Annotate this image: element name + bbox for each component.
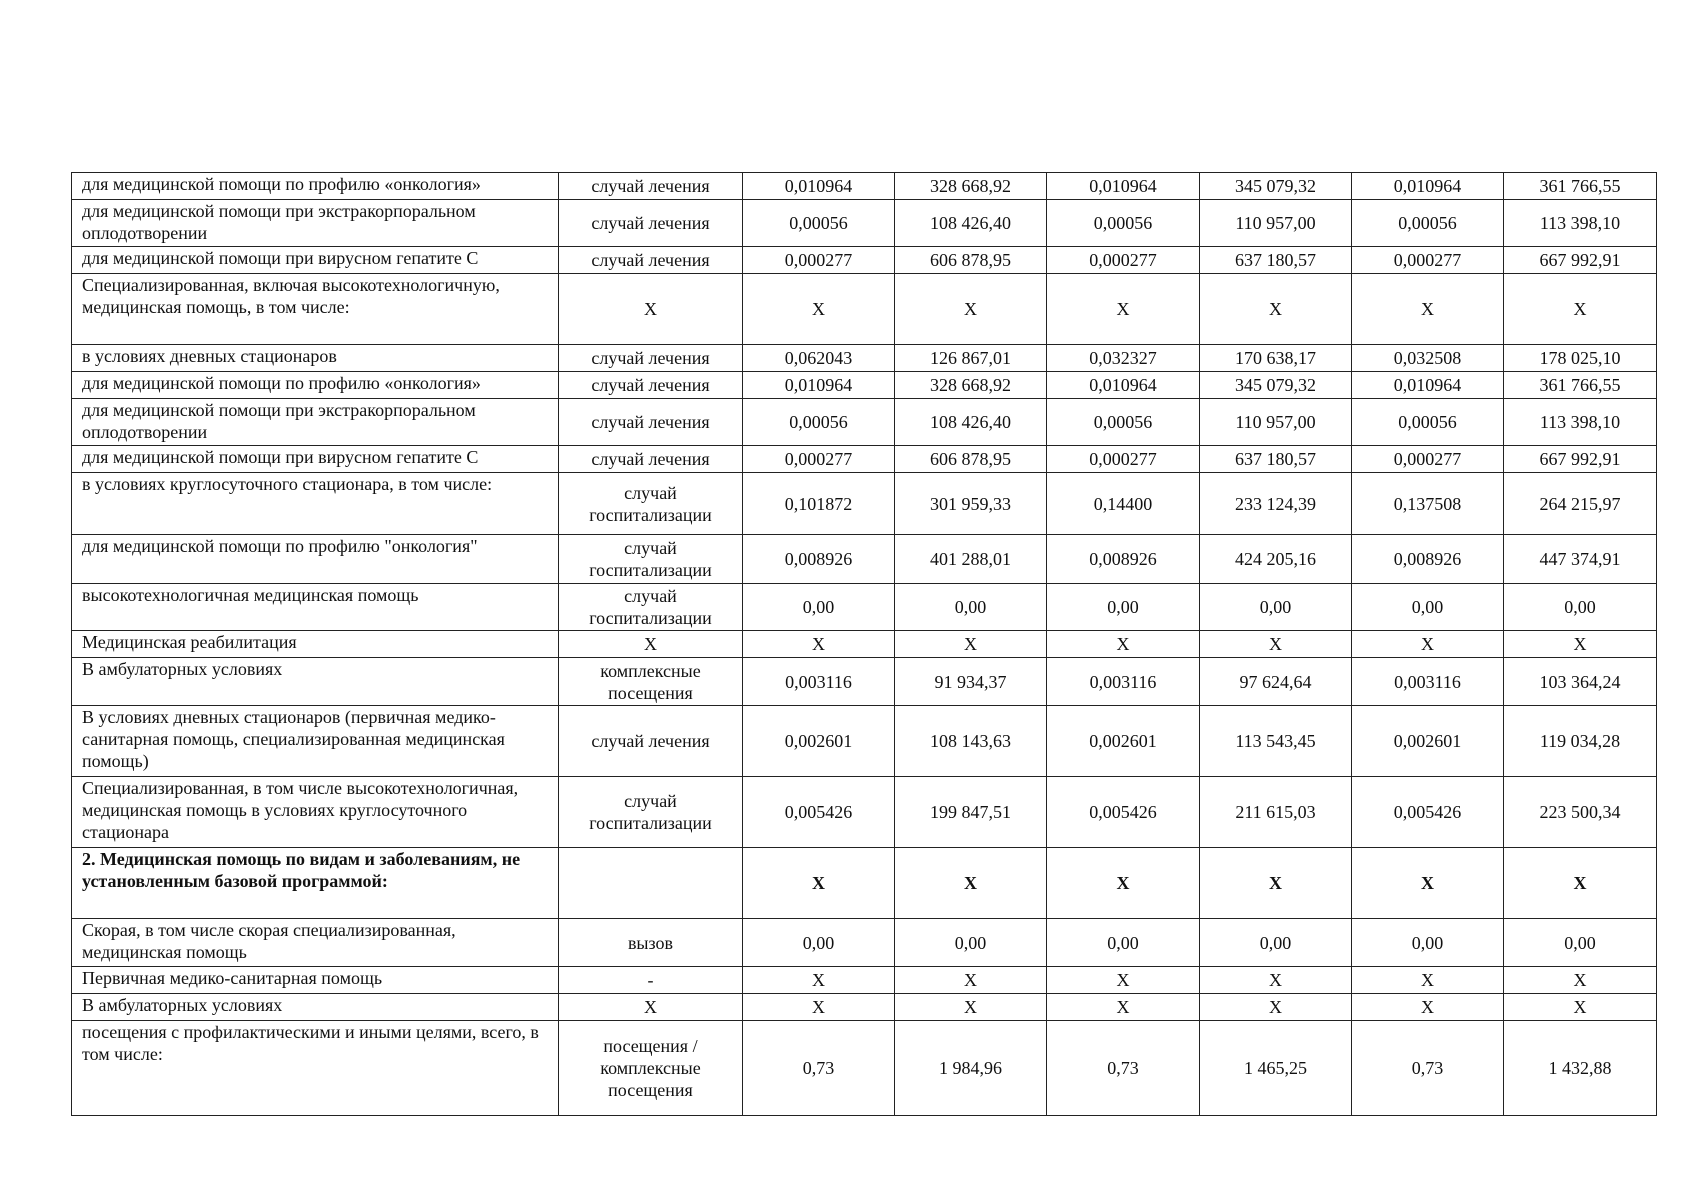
value-cell: Х	[1200, 967, 1352, 994]
value-cell: 126 867,01	[895, 345, 1047, 372]
value-cell: 0,002601	[1352, 706, 1504, 777]
value-cell: 97 624,64	[1200, 658, 1352, 706]
value-cell: 0,005426	[1047, 777, 1200, 848]
value-cell: 0,008926	[743, 535, 895, 584]
value-cell: 0,008926	[1352, 535, 1504, 584]
value-cell: 667 992,91	[1504, 247, 1657, 274]
value-cell: 0,00056	[1352, 399, 1504, 446]
row-label: Первичная медико-санитарная помощь	[72, 967, 559, 994]
value-cell: 0,010964	[743, 372, 895, 399]
value-cell: 1 984,96	[895, 1021, 1047, 1116]
unit-cell: случай госпитализации	[559, 473, 743, 535]
value-cell: Х	[1047, 848, 1200, 919]
value-cell: Х	[1504, 631, 1657, 658]
table-row	[72, 848, 1657, 919]
value-cell: 0,73	[1352, 1021, 1504, 1116]
value-cell: 401 288,01	[895, 535, 1047, 584]
table-row	[72, 274, 1657, 345]
value-cell: Х	[1047, 274, 1200, 345]
value-cell: 0,00	[1200, 919, 1352, 967]
table-row	[72, 345, 1657, 372]
value-cell: 0,005426	[743, 777, 895, 848]
value-cell: 0,00	[1352, 919, 1504, 967]
unit-cell: случай лечения	[559, 247, 743, 274]
value-cell: Х	[1200, 848, 1352, 919]
row-label: Специализированная, в том числе высокотехнологичная, медицинская помощь в условиях круглосуточного стационара	[72, 777, 559, 848]
row-label: посещения с профилактическими и иными целями, всего, в том числе:	[72, 1021, 559, 1116]
row-label: для медицинской помощи при вирусном гепатите С	[72, 247, 559, 274]
value-cell: Х	[895, 967, 1047, 994]
value-cell: Х	[1352, 848, 1504, 919]
value-cell: Х	[1047, 967, 1200, 994]
value-cell: Х	[1047, 994, 1200, 1021]
value-cell: 233 124,39	[1200, 473, 1352, 535]
value-cell: 0,002601	[1047, 706, 1200, 777]
value-cell: Х	[1352, 967, 1504, 994]
table-row	[72, 399, 1657, 446]
value-cell: 637 180,57	[1200, 247, 1352, 274]
table-row	[72, 967, 1657, 994]
unit-cell: случай лечения	[559, 173, 743, 200]
value-cell: 103 364,24	[1504, 658, 1657, 706]
value-cell: Х	[1352, 274, 1504, 345]
value-cell: 0,000277	[1352, 247, 1504, 274]
value-cell: 0,010964	[743, 173, 895, 200]
table-row	[72, 631, 1657, 658]
value-cell: Х	[743, 967, 895, 994]
value-cell: 119 034,28	[1504, 706, 1657, 777]
value-cell: 0,000277	[1047, 247, 1200, 274]
value-cell: 0,00056	[1047, 399, 1200, 446]
value-cell: 0,00	[895, 584, 1047, 631]
unit-cell: случай лечения	[559, 345, 743, 372]
row-label: В условиях дневных стационаров (первичная медико-санитарная помощь, специализированная медицинская помощь)	[72, 706, 559, 777]
table-row	[72, 473, 1657, 535]
value-cell: 606 878,95	[895, 247, 1047, 274]
unit-cell	[559, 848, 743, 919]
value-cell: 0,062043	[743, 345, 895, 372]
table-row	[72, 584, 1657, 631]
value-cell: 0,00056	[1352, 200, 1504, 247]
value-cell: Х	[1352, 631, 1504, 658]
row-label: для медицинской помощи при экстракорпоральном оплодотворении	[72, 399, 559, 446]
value-cell: 0,00	[1047, 584, 1200, 631]
value-cell: Х	[743, 274, 895, 345]
row-label: Скорая, в том числе скорая специализированная, медицинская помощь	[72, 919, 559, 967]
row-label: в условиях дневных стационаров	[72, 345, 559, 372]
table-row	[72, 919, 1657, 967]
data-table	[71, 172, 1657, 1116]
value-cell: 0,14400	[1047, 473, 1200, 535]
value-cell: 0,00056	[1047, 200, 1200, 247]
value-cell: 637 180,57	[1200, 446, 1352, 473]
value-cell: Х	[1504, 967, 1657, 994]
value-cell: Х	[895, 994, 1047, 1021]
value-cell: 113 543,45	[1200, 706, 1352, 777]
unit-cell: случай лечения	[559, 372, 743, 399]
value-cell: 0,00	[1504, 919, 1657, 967]
table-row	[72, 535, 1657, 584]
value-cell: Х	[743, 848, 895, 919]
value-cell: 0,00	[743, 919, 895, 967]
row-label: для медицинской помощи по профилю «онкология»	[72, 372, 559, 399]
value-cell: 345 079,32	[1200, 372, 1352, 399]
value-cell: 0,00	[1200, 584, 1352, 631]
value-cell: 223 500,34	[1504, 777, 1657, 848]
table-row	[72, 446, 1657, 473]
value-cell: 361 766,55	[1504, 173, 1657, 200]
value-cell: 91 934,37	[895, 658, 1047, 706]
value-cell: Х	[895, 631, 1047, 658]
value-cell: 447 374,91	[1504, 535, 1657, 584]
value-cell: 667 992,91	[1504, 446, 1657, 473]
table-row	[72, 706, 1657, 777]
row-label: для медицинской помощи по профилю "онкология"	[72, 535, 559, 584]
value-cell: 361 766,55	[1504, 372, 1657, 399]
row-label: Медицинская реабилитация	[72, 631, 559, 658]
value-cell: 328 668,92	[895, 372, 1047, 399]
value-cell: 0,010964	[1047, 372, 1200, 399]
value-cell: 0,032327	[1047, 345, 1200, 372]
value-cell: Х	[1352, 994, 1504, 1021]
row-label: В амбулаторных условиях	[72, 658, 559, 706]
value-cell: 0,005426	[1352, 777, 1504, 848]
unit-cell: случай госпитализации	[559, 777, 743, 848]
value-cell: 0,00	[743, 584, 895, 631]
row-label: 2. Медицинская помощь по видам и заболеваниям, не установленным базовой программой:	[72, 848, 559, 919]
value-cell: Х	[743, 994, 895, 1021]
value-cell: 0,010964	[1352, 372, 1504, 399]
value-cell: 178 025,10	[1504, 345, 1657, 372]
value-cell: 606 878,95	[895, 446, 1047, 473]
value-cell: 0,00	[895, 919, 1047, 967]
value-cell: Х	[1200, 994, 1352, 1021]
value-cell: 0,101872	[743, 473, 895, 535]
unit-cell: вызов	[559, 919, 743, 967]
value-cell: 345 079,32	[1200, 173, 1352, 200]
value-cell: Х	[1504, 848, 1657, 919]
value-cell: 424 205,16	[1200, 535, 1352, 584]
unit-cell: посещения / комплексные посещения	[559, 1021, 743, 1116]
table-row	[72, 658, 1657, 706]
value-cell: 328 668,92	[895, 173, 1047, 200]
unit-cell: -	[559, 967, 743, 994]
value-cell: 0,010964	[1047, 173, 1200, 200]
unit-cell: случай лечения	[559, 399, 743, 446]
value-cell: 1 432,88	[1504, 1021, 1657, 1116]
value-cell: Х	[1200, 631, 1352, 658]
value-cell: 170 638,17	[1200, 345, 1352, 372]
value-cell: 199 847,51	[895, 777, 1047, 848]
unit-cell: случай лечения	[559, 446, 743, 473]
value-cell: 110 957,00	[1200, 200, 1352, 247]
value-cell: 0,00	[1504, 584, 1657, 631]
value-cell: 108 143,63	[895, 706, 1047, 777]
unit-cell: Х	[559, 994, 743, 1021]
value-cell: Х	[1504, 274, 1657, 345]
value-cell: 0,003116	[1047, 658, 1200, 706]
value-cell: Х	[1504, 994, 1657, 1021]
table-body	[72, 173, 1657, 1116]
value-cell: 0,00056	[743, 399, 895, 446]
unit-cell: Х	[559, 631, 743, 658]
unit-cell: комплексные посещения	[559, 658, 743, 706]
value-cell: 0,010964	[1352, 173, 1504, 200]
value-cell: Х	[1047, 631, 1200, 658]
row-label: В амбулаторных условиях	[72, 994, 559, 1021]
table-row	[72, 1021, 1657, 1116]
value-cell: 301 959,33	[895, 473, 1047, 535]
value-cell: 0,000277	[743, 446, 895, 473]
value-cell: Х	[743, 631, 895, 658]
value-cell: 0,008926	[1047, 535, 1200, 584]
value-cell: 0,000277	[1047, 446, 1200, 473]
value-cell: 211 615,03	[1200, 777, 1352, 848]
value-cell: 0,00	[1047, 919, 1200, 967]
value-cell: 0,000277	[1352, 446, 1504, 473]
value-cell: 0,032508	[1352, 345, 1504, 372]
value-cell: 0,003116	[1352, 658, 1504, 706]
value-cell: 108 426,40	[895, 399, 1047, 446]
value-cell: 108 426,40	[895, 200, 1047, 247]
value-cell: 110 957,00	[1200, 399, 1352, 446]
table-row	[72, 247, 1657, 274]
unit-cell: случай лечения	[559, 706, 743, 777]
value-cell: 0,000277	[743, 247, 895, 274]
value-cell: Х	[895, 274, 1047, 345]
unit-cell: случай госпитализации	[559, 584, 743, 631]
value-cell: 264 215,97	[1504, 473, 1657, 535]
row-label: для медицинской помощи при вирусном гепатите С	[72, 446, 559, 473]
value-cell: 1 465,25	[1200, 1021, 1352, 1116]
row-label: в условиях круглосуточного стационара, в том числе:	[72, 473, 559, 535]
value-cell: 0,00056	[743, 200, 895, 247]
value-cell: Х	[895, 848, 1047, 919]
value-cell: 113 398,10	[1504, 399, 1657, 446]
row-label: высокотехнологичная медицинская помощь	[72, 584, 559, 631]
value-cell: 0,00	[1352, 584, 1504, 631]
unit-cell: случай госпитализации	[559, 535, 743, 584]
table-row	[72, 372, 1657, 399]
table-row	[72, 994, 1657, 1021]
value-cell: 0,003116	[743, 658, 895, 706]
row-label: для медицинской помощи по профилю «онкология»	[72, 173, 559, 200]
table-row	[72, 200, 1657, 247]
value-cell: Х	[1200, 274, 1352, 345]
row-label: для медицинской помощи при экстракорпоральном оплодотворении	[72, 200, 559, 247]
unit-cell: Х	[559, 274, 743, 345]
value-cell: 0,73	[743, 1021, 895, 1116]
table-row	[72, 777, 1657, 848]
row-label: Специализированная, включая высокотехнологичную, медицинская помощь, в том числе:	[72, 274, 559, 345]
value-cell: 113 398,10	[1504, 200, 1657, 247]
unit-cell: случай лечения	[559, 200, 743, 247]
value-cell: 0,137508	[1352, 473, 1504, 535]
value-cell: 0,002601	[743, 706, 895, 777]
value-cell: 0,73	[1047, 1021, 1200, 1116]
table-row	[72, 173, 1657, 200]
